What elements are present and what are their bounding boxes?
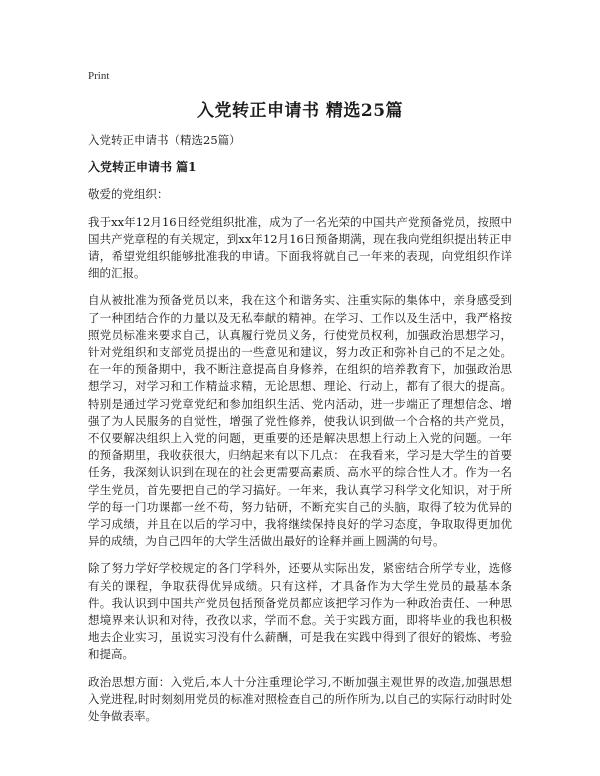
paragraph: 除了努力学好学校规定的各门学科外，还要从实际出发，紧密结合所学专业，选修有关的课程，争取获得优异成绩。只有这样，才具备作为大学生党员的最基本条件。我认识到中国共产党员包括预备党员都应该把学习作为一种政治责任、一种思想境界来认识和对待，孜孜以求，学而不怠。关于实践方面，即将毕业的我也积极地去企业实习，虽说实习没有什么薪酬，可是我在实践中得到了很好的锻炼、考验和提高。 bbox=[88, 561, 512, 662]
print-label[interactable]: Print bbox=[88, 70, 110, 82]
section-title: 入党转正申请书 篇1 bbox=[88, 160, 197, 175]
paragraph: 政治思想方面：入党后,本人十分注重理论学习,不断加强主观世界的改造,加强思想入党进程,时时刻刻用党员的标准对照检查自己的所作所为,以自己的实际行动时时处处争做表率。 bbox=[88, 674, 512, 724]
paragraph: 我于xx年12月16日经党组织批准，成为了一名光荣的中国共产党预备党员，按照中国共产党章程的有关规定，到xx年12月16日预备期满，现在我向党组织提出转正申请，希望党组织能够批准我的申请。下面我将就自己一年来的表现，向党组织作详细的汇报。 bbox=[88, 214, 512, 281]
document-subtitle: 入党转正申请书（精选25篇） bbox=[88, 133, 241, 147]
page-title: 入党转正申请书 精选25篇 bbox=[196, 101, 404, 121]
salutation: 敬爱的党组织： bbox=[88, 187, 169, 202]
document-body bbox=[88, 132, 512, 735]
paragraph: 自从被批准为预备党员以来，我在这个和谐务实、注重实际的集体中，亲身感受到了一种团结合作的力量以及无私奉献的精神。在学习、工作以及生活中，我严格按照党员标准来要求自己，认真履行党员义务，行使党员权利，加强政治思想学习，针对党组织和支部党员提出的一些意见和建议，努力改正和弥补自己的不足之处。在一年的预备期中，我不断注意提高自身修养，在组织的培养教育下，加强政治思想学习，对学习和工作精益求精，无论思想、理论、行动上，都有了很大的提高。特别是通过学习党章党纪和参加组织生活、党内活动，进一步端正了理想信念、增强了为人民服务的自觉性，增强了党性修养，使我认识到做一个合格的共产党员，不仅要解决组织上入党的问题，更重要的还是解决思想上行动上入党的问题。一年的预备期里，我收获很大，归纳起来有以下几点： 在我看来，学习是大学生的首要任务，我深刻认识到在现在的社会更需要高素质、高水平的综合性人才。作为一名学生党员，首先要把自己的学习搞好。一年来，我认真学习科学文化知识，对于所学的每一门功课都一丝不苟，努力钻研，不断充实自己的头脑，取得了较为优异的学习成绩，并且在以后的学习中，我将继续保持良好的学习态度，争取取得更加优异的成绩，为自己四年的大学生活做出最好的诠释并画上圆满的句号。 bbox=[88, 293, 512, 549]
